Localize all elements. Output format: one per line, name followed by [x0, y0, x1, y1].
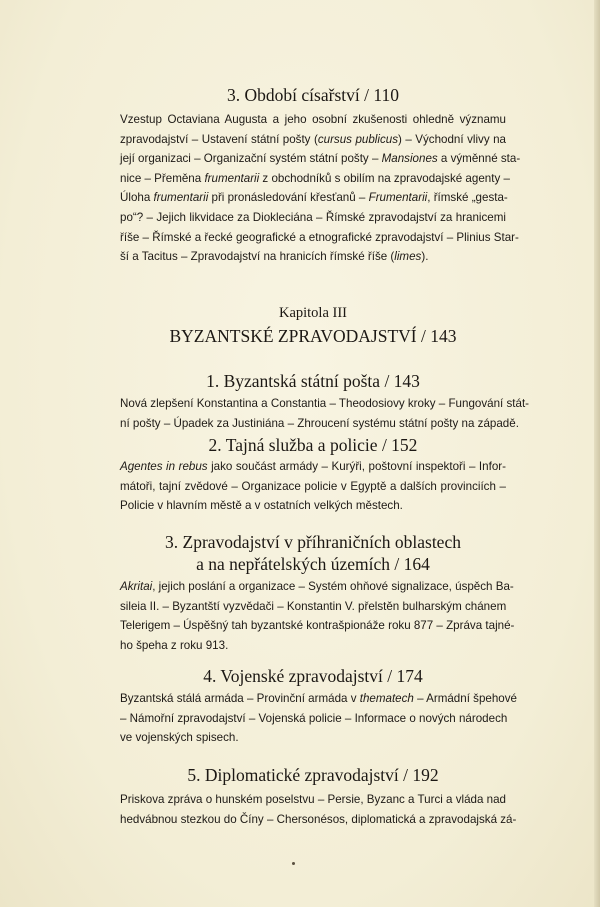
text-line	[120, 169, 510, 189]
text-run: její organizaci – Organizační systém státní pošty –	[120, 152, 382, 166]
text-line	[120, 457, 506, 477]
text-line	[120, 130, 506, 150]
italic-term: Akritai	[120, 580, 153, 593]
italic-term: frumentarii	[153, 191, 209, 205]
section-heading: 4. Vojenské zpravodajství / 174	[203, 666, 423, 686]
text-line	[120, 496, 506, 516]
text-run: Vzestup Octaviana Augusta a jeho osobní zkušenosti ohledně významu	[120, 113, 506, 126]
text-run: , jejich poslání a organizace – Systém ohňové signalizace, úspěch Ba-	[152, 580, 514, 593]
text-run: jako součást armády – Kurýři, poštovní inspektoři – Infor-	[207, 460, 506, 473]
section-summary	[120, 457, 506, 516]
text-run: a výměnné sta-	[437, 152, 521, 166]
page-speck	[292, 862, 295, 865]
section-heading: 2. Tajná služba a policie / 152	[208, 435, 418, 455]
text-line	[120, 709, 506, 729]
text-line	[120, 810, 517, 830]
section-heading: 3. Období císařství / 110	[227, 85, 399, 105]
text-run: hedvábnou stezkou do Číny – Chersonésos, diplomatická a zpravodajská zá-	[120, 812, 517, 826]
section-heading: 3. Zpravodajství v příhraničních oblastech	[165, 532, 461, 552]
text-line	[120, 577, 514, 597]
page-edge	[594, 0, 600, 907]
text-line	[120, 110, 506, 130]
text-line	[120, 414, 519, 434]
text-line	[120, 728, 506, 748]
text-line	[120, 247, 506, 267]
text-line	[120, 149, 521, 169]
text-line	[120, 208, 506, 228]
text-run: z obchodníků s obilím na zpravodajské agenty –	[259, 171, 510, 185]
text-run: , římské „gesta-	[427, 191, 508, 205]
text-run: ší a Tacitus – Zpravodajství na hranicích římské říše (	[120, 250, 395, 264]
text-run: ní pošty – Úpadek za Justiniána – Zhroucení systému státní pošty na západě.	[120, 416, 519, 430]
text-run: sileia II. – Byzantští vyzvědači – Konstantin V. přelstěn bulharským chánem	[120, 599, 507, 613]
text-run: mátoři, tajní zvědové – Organizace policie v Egyptě a dalších provinciích –	[120, 479, 506, 493]
text-run: Nová zlepšení Konstantina a Constantia – Theodosiovy kroky – Fungování stát-	[120, 397, 530, 410]
text-line	[120, 636, 506, 656]
section-heading: 5. Diplomatické zpravodajství / 192	[187, 765, 439, 785]
section-summary	[120, 110, 521, 267]
section-summary	[120, 790, 517, 829]
text-run: nice – Přeměna	[120, 171, 205, 185]
text-run: Telerigem – Úspěšný tah byzantské kontrašpionáže roku 877 – Zpráva tajné-	[120, 619, 515, 633]
italic-term: cursus publicus	[317, 132, 398, 146]
italic-term: Mansiones	[381, 152, 438, 166]
text-line	[120, 477, 506, 497]
section-summary	[120, 689, 517, 748]
text-run: ve vojenských spisech.	[120, 731, 239, 745]
italic-term: frumentarii	[204, 171, 260, 185]
section-summary	[120, 394, 530, 433]
section-summary	[120, 577, 515, 655]
text-run: ho špeha z roku 913.	[120, 638, 229, 652]
text-run: Úloha	[120, 191, 154, 205]
section-heading: a na nepřátelských územích / 164	[196, 554, 430, 574]
italic-term: Agentes in rebus	[120, 460, 208, 473]
text-run: zpravodajství – Ustavení státní pošty (	[120, 132, 318, 146]
italic-term: thematech	[359, 692, 414, 705]
text-run: – Námořní zpravodajství – Vojenská policie – Informace o nových národech	[120, 711, 508, 725]
text-run: říše – Římské a řecké geografické a etnografické zpravodajství – Plinius Star-	[120, 230, 519, 244]
text-run: ) – Východní vlivy na	[398, 132, 506, 146]
chapter-label: Kapitola III	[278, 305, 348, 321]
text-run: po“? – Jejich likvidace za Diokleciána – Římské zpravodajství za hranicemi	[120, 210, 506, 224]
text-line	[120, 394, 530, 414]
text-line	[120, 616, 515, 636]
text-run: ).	[421, 250, 429, 264]
italic-term: limes	[394, 250, 422, 264]
section-heading: 1. Byzantská státní pošta / 143	[206, 371, 420, 391]
text-line	[120, 188, 506, 208]
text-run: Priskova zpráva o hunském poselstvu – Persie, Byzanc a Turci a vláda nad	[120, 793, 507, 806]
text-run: – Armádní špehové	[413, 692, 517, 705]
text-run: při pronásledování křesťanů –	[208, 191, 369, 205]
text-run: Byzantská stálá armáda – Provinční armáda v	[120, 692, 360, 705]
text-run: Policie v hlavním městě a v ostatních velkých městech.	[120, 499, 403, 513]
chapter-title: BYZANTSKÉ ZPRAVODAJSTVÍ / 143	[169, 326, 457, 346]
text-line	[120, 790, 506, 810]
italic-term: Frumentarii	[368, 191, 428, 205]
text-line	[120, 689, 517, 709]
text-line	[120, 597, 506, 617]
text-line	[120, 228, 519, 248]
